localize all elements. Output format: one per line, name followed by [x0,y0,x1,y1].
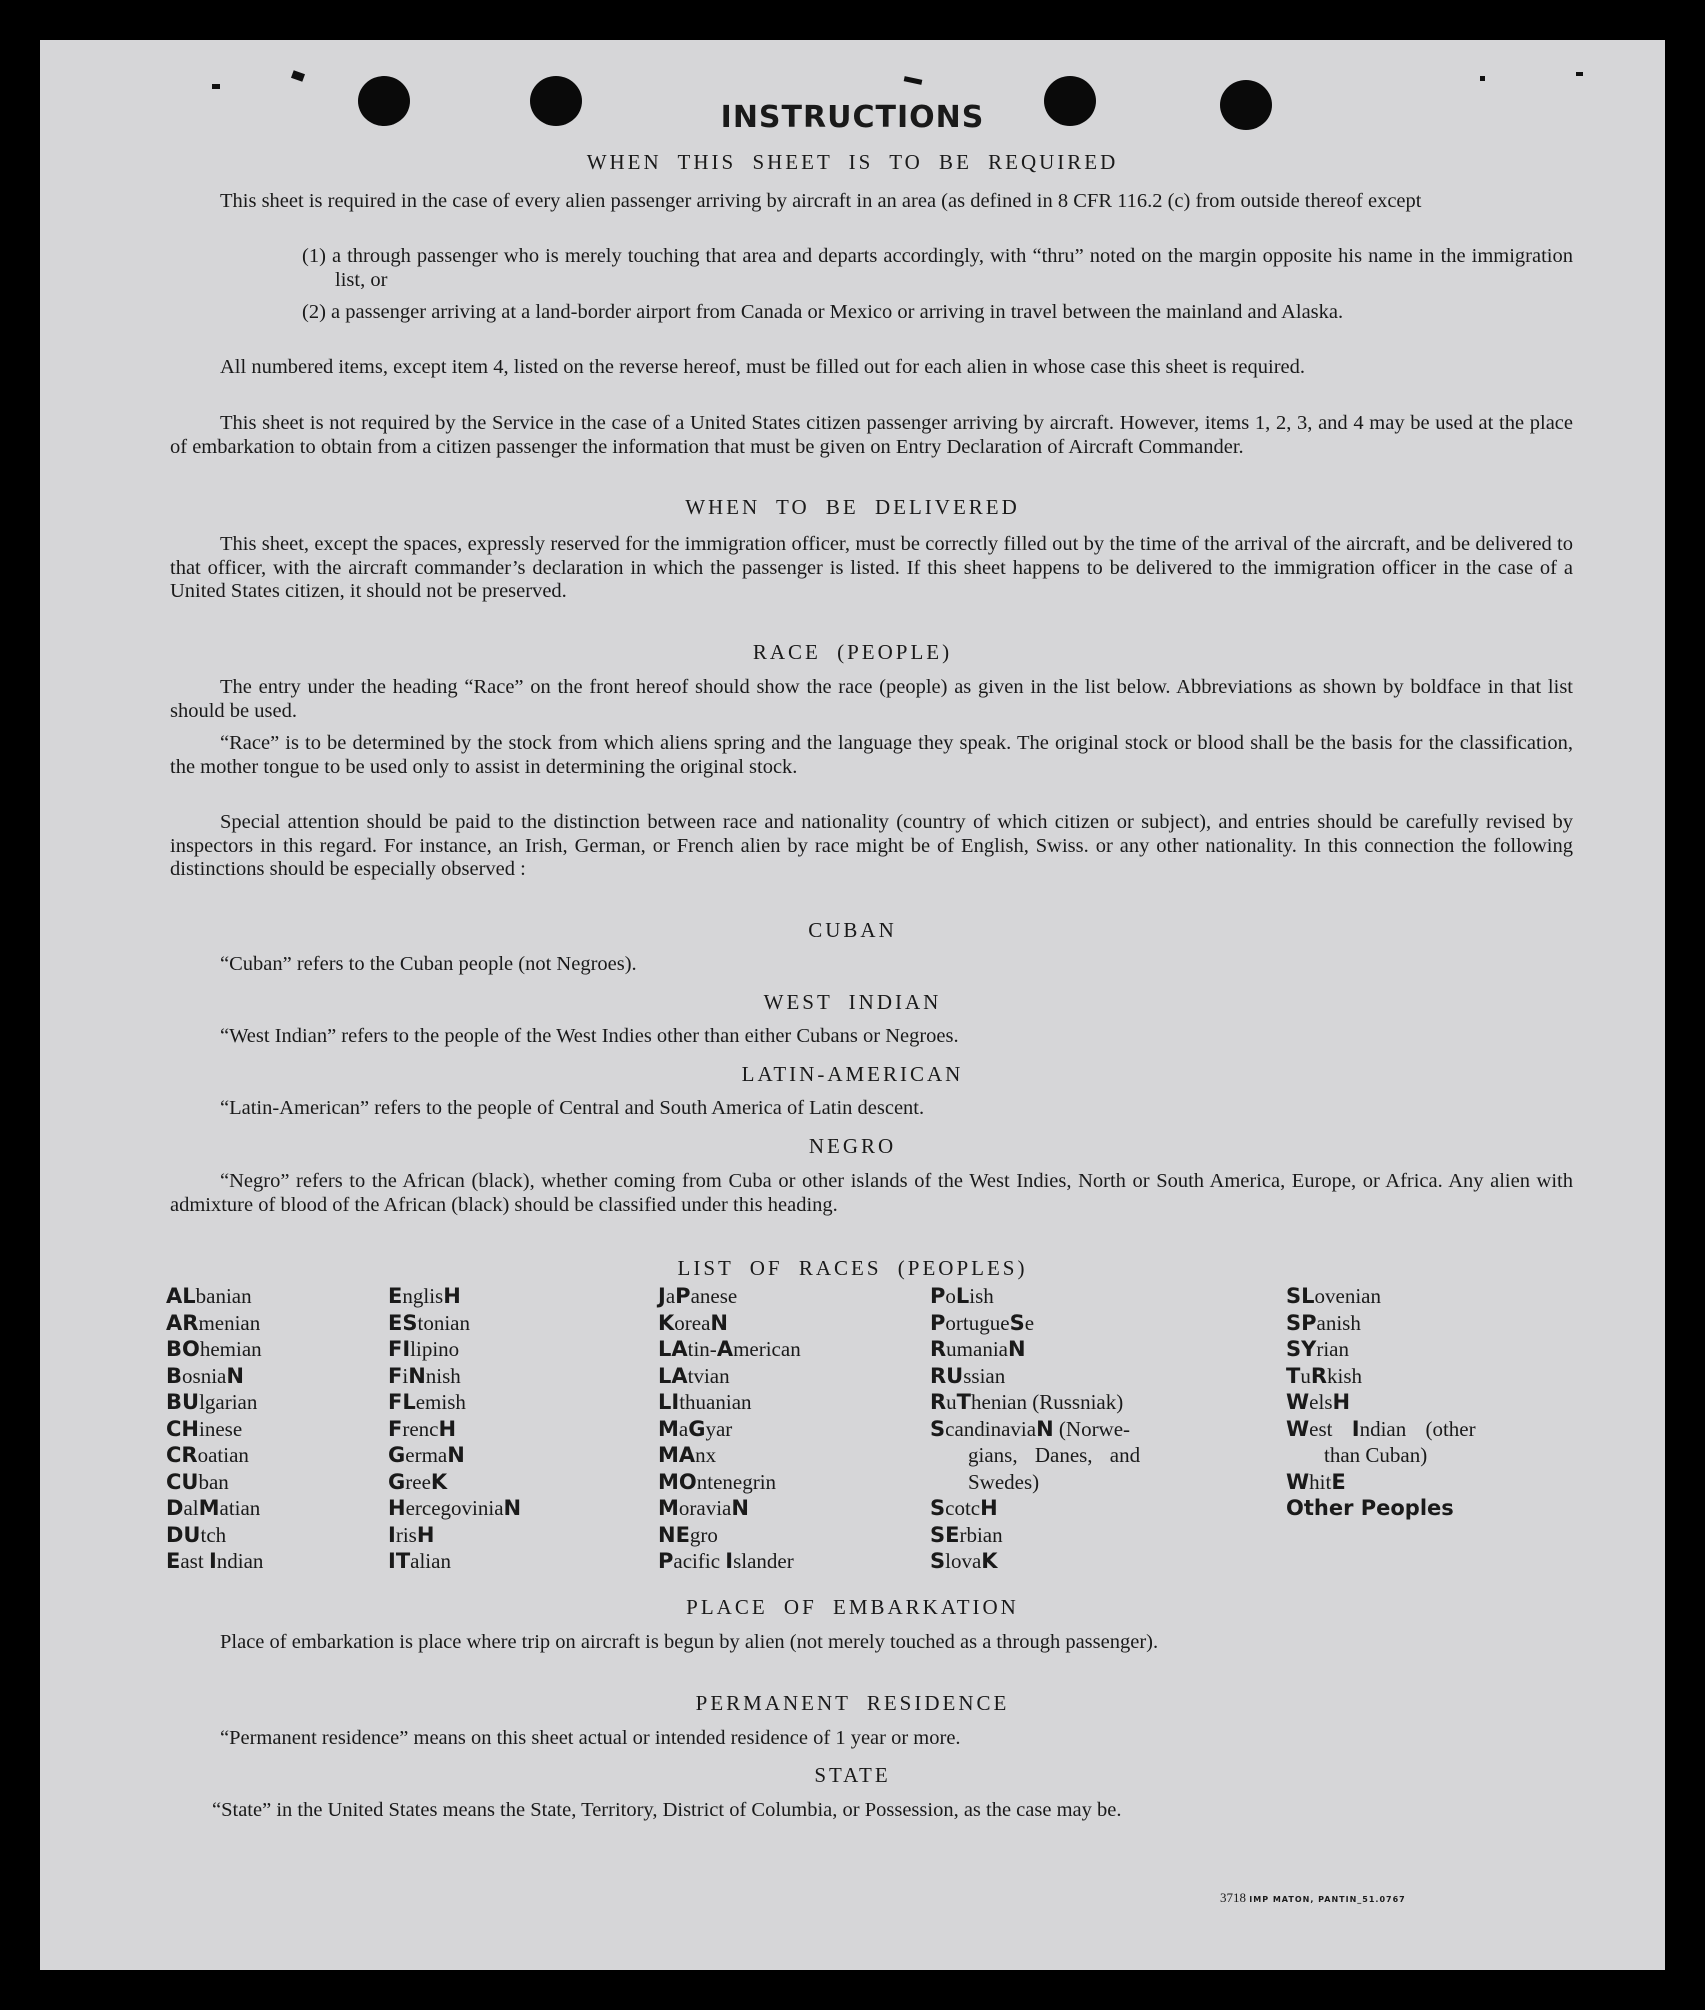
list-item: (1) a through passenger who is merely touching that area and departs accordingly, with “thru” noted on the margin opposite his name in the immigration list, or [302,245,1573,291]
race-entry: LAtvian [658,1363,730,1388]
race-entry: MAnx [658,1443,717,1467]
paragraph: “West Indian” refers to the people of the West Indies other than either Cubans or Negroes. [220,1025,959,1047]
race-column-3 [658,1283,878,1575]
race-entry: LIthuanian [658,1390,752,1414]
race-entry: DUtch [166,1522,227,1547]
race-entry: SLovenian [1286,1284,1381,1308]
race-entry: SlovaK [930,1549,998,1573]
race-column-4 [930,1283,1220,1575]
printer-footer [1220,1890,1406,1906]
section-heading-cuban: CUBAN [808,918,897,942]
paragraph: “Negro” refers to the African (black), whether coming from Cuba or other islands of the West Indies, North or South America, Europe, or Africa. Any alien with admixture of blood of the African (black) should be classified under this heading. [170,1170,1573,1216]
race-entry: ALbanian [166,1284,252,1308]
paragraph: The entry under the heading “Race” on the front hereof should show the race (people) as given in the list below. Abbreviations as shown by boldface in that list should be used. [170,676,1573,722]
race-entry: RuThenian (Russniak) [930,1390,1124,1414]
race-entry: SErbian [930,1522,1003,1547]
race-entry: SPanish [1286,1310,1361,1335]
section-heading-list: LIST OF RACES (PEOPLES) [677,1256,1028,1280]
race-entry: WelsH [1286,1390,1351,1414]
race-entry: FrencH [388,1416,457,1441]
race-entry: IrisH [388,1522,435,1547]
race-entry: LAtin-American [658,1337,801,1361]
race-entry: NEgro [658,1522,718,1547]
paragraph: “Permanent residence” means on this sheet actual or intended residence of 1 year or more. [220,1727,961,1749]
race-entry: MaGyar [658,1416,733,1441]
race-entry: ARmenian [166,1310,261,1335]
race-entry: East Indian [166,1549,264,1573]
section-heading-embarkation: PLACE OF EMBARKATION [686,1595,1019,1619]
printer-imprint: IMP MATON, PANTIN_51.0767 [1249,1895,1406,1904]
paragraph: “Race” is to be determined by the stock from which aliens spring and the language they speak. The original stock or blood shall be the basis for the classification, the mother tongue to be used only to assist in determining the original stock. [170,732,1573,778]
paragraph: Special attention should be paid to the distinction between race and nationality (country of which citizen or subject), and entries should be carefully revised by inspectors in this regard. For instance, an Irish, German, or French alien by race might be of English, Swiss. or any other nationality. In this connection the following distinctions should be especially observed : [170,811,1573,880]
race-entry: DalMatian [166,1496,261,1520]
race-entry: KoreaN [658,1310,728,1335]
race-entry: MOntenegrin [658,1469,777,1494]
page-title: INSTRUCTIONS [720,100,985,135]
race-entry: ITalian [388,1549,451,1573]
race-entry: CUban [166,1469,229,1494]
race-entry: GermaN [388,1443,465,1467]
paragraph: Place of embarkation is place where trip on aircraft is begun by alien (not merely touched as a through passenger). [220,1631,1159,1653]
section-heading-west-indian: WEST INDIAN [763,990,942,1014]
form-sheet [40,40,1665,1970]
race-entry: BOhemian [166,1337,262,1361]
race-column-2 [388,1283,588,1575]
race-entry: CRoatian [166,1443,249,1467]
speck-mark [212,84,220,89]
paragraph: All numbered items, except item 4, listed on the reverse hereof, must be filled out for each alien in whose case this sheet is required. [220,356,1306,378]
speck-mark [291,70,305,82]
race-entry: SYrian [1286,1337,1349,1361]
race-entry: EnglisH [388,1284,461,1308]
speck-mark [1480,76,1485,81]
section-heading-state: STATE [814,1763,891,1787]
section-heading-latin-american: LATIN-AMERICAN [741,1062,964,1086]
race-column-1 [166,1283,376,1575]
paragraph: This sheet, except the spaces, expressly reserved for the immigration officer, must be correctly filled out by the time of the arrival of the aircraft, and be delivered to that officer, with the aircraft commander’s declaration in which the passenger is listed. If this sheet happens to be delivered to the immigration officer in the case of a United States citizen, it should not be preserved. [170,533,1573,602]
race-entry: BosniaN [166,1363,244,1388]
race-entry: TuRkish [1286,1363,1363,1388]
race-entry: West Indian (other than Cuban) [1286,1416,1476,1467]
race-entry: RumaniaN [930,1337,1026,1361]
section-heading-race: RACE (PEOPLE) [752,640,953,664]
form-number: 3718 [1220,1890,1246,1905]
race-entry: Pacific Islander [658,1549,794,1573]
list-item: (2) a passenger arriving at a land-border airport from Canada or Mexico or arriving in travel between the mainland and Alaska. [302,301,1344,323]
race-entry: RUssian [930,1363,1006,1388]
race-entry: EStonian [388,1310,470,1335]
race-entry: HercegoviniaN [388,1496,522,1520]
race-entry: ScotcH [930,1496,998,1520]
race-column-5 [1286,1283,1546,1522]
race-entry: Other Peoples [1286,1496,1454,1520]
race-entry: PortugueSe [930,1310,1035,1335]
paragraph: This sheet is required in the case of every alien passenger arriving by aircraft in an area (as defined in 8 CFR 116.2 (c) from outside thereof except [220,190,1422,212]
race-entry: MoraviaN [658,1496,749,1520]
paragraph: This sheet is not required by the Service in the case of a United States citizen passenger arriving by aircraft. However, items 1, 2, 3, and 4 may be used at the place of embarkation to obtain from a citizen passenger the information that must be given on Entry Declaration of Aircraft Commander. [170,412,1573,458]
race-entry: FLemish [388,1390,466,1414]
speck-mark [904,76,923,85]
race-entry: PoLish [930,1284,994,1308]
section-heading-negro: NEGRO [808,1134,897,1158]
race-entry: WhitE [1286,1469,1346,1494]
section-heading-residence: PERMANENT RESIDENCE [695,1691,1010,1715]
section-heading-required: WHEN THIS SHEET IS TO BE REQUIRED [586,150,1119,174]
speck-mark [1576,72,1583,76]
section-heading-delivered: WHEN TO BE DELIVERED [685,495,1020,519]
paragraph: “State” in the United States means the State, Territory, District of Columbia, or Possession, as the case may be. [212,1799,1122,1821]
paragraph: “Cuban” refers to the Cuban people (not Negroes). [220,953,637,975]
race-entry: ScandinaviaN (Norwe- gians, Danes, and Swedes) [930,1416,1141,1494]
race-entry: JaPanese [658,1284,738,1308]
race-entry: CHinese [166,1416,243,1441]
race-entry: FIlipino [388,1337,460,1361]
race-entry: FiNnish [388,1363,461,1388]
paragraph: “Latin-American” refers to the people of Central and South America of Latin descent. [220,1097,925,1119]
race-entry: BUlgarian [166,1390,258,1414]
race-entry: GreeK [388,1469,448,1494]
